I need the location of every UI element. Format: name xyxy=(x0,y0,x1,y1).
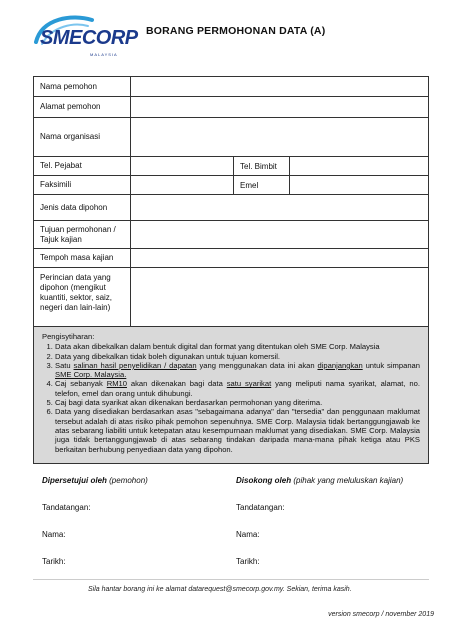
field-nama-pemohon[interactable] xyxy=(131,77,429,97)
field-faksimili[interactable] xyxy=(131,176,234,195)
declaration-list xyxy=(42,342,420,454)
approver-signature-block xyxy=(236,476,436,584)
declaration-item: 2. Data yang dibekalkan tidak boleh digunakan untuk tujuan komersil. xyxy=(55,352,420,361)
approver-signature-title: Disokong oleh xyxy=(236,476,292,485)
declaration-item: 1. Data akan dibekalkan dalam bentuk digital dan format yang ditentukan oleh SME Corp. Malaysia xyxy=(55,342,420,351)
declaration-item xyxy=(55,361,420,380)
application-form-table xyxy=(33,76,429,330)
field-tempoh[interactable] xyxy=(131,249,429,268)
approver-name-field[interactable]: Nama: xyxy=(236,530,260,539)
label-emel: Emel xyxy=(234,176,290,195)
declaration-text: akan dikenakan bagi data xyxy=(126,379,227,389)
declaration-item: 5. Caj bagi data syarikat akan dikenakan berdasarkan permohonan yang diterima. xyxy=(55,398,420,407)
label-nama-pemohon: Nama pemohon xyxy=(34,77,131,97)
label-alamat-pemohon: Alamat pemohon xyxy=(34,97,131,118)
field-emel[interactable] xyxy=(290,176,429,195)
declaration-text: yang menggunakan data ini akan xyxy=(196,360,318,370)
field-nama-organisasi[interactable] xyxy=(131,118,429,157)
declaration-box xyxy=(33,326,429,464)
field-jenis-data[interactable] xyxy=(131,195,429,221)
label-faksimili: Faksimili xyxy=(34,176,131,195)
form-row-perincian xyxy=(34,268,429,330)
footer-divider xyxy=(33,579,429,580)
form-row-nama xyxy=(34,77,429,97)
declaration-text: Caj sebanyak xyxy=(55,379,107,389)
field-perincian[interactable] xyxy=(131,268,429,330)
declaration-item xyxy=(55,379,420,398)
smecorp-logo xyxy=(32,12,140,58)
declaration-heading: Pengisytiharan: xyxy=(42,332,95,341)
label-nama-organisasi: Nama organisasi xyxy=(34,118,131,157)
declaration-text: Satu xyxy=(55,360,74,370)
approver-signature-heading xyxy=(236,476,436,485)
applicant-signature-title: Dipersetujui oleh xyxy=(42,476,107,485)
form-row-jenis xyxy=(34,195,429,221)
approver-date-field[interactable]: Tarikh: xyxy=(236,557,260,566)
declaration-underlined-text: SME Corp. Malaysia. xyxy=(55,370,127,380)
applicant-signature-field[interactable]: Tandatangan: xyxy=(42,503,91,512)
applicant-date-field[interactable]: Tarikh: xyxy=(42,557,66,566)
field-tel-pejabat[interactable] xyxy=(131,157,234,176)
submission-note: Sila hantar borang ini ke alamat datarequest@smecorp.gov.my. Sekian, terima kasih. xyxy=(88,586,352,593)
field-alamat-pemohon[interactable] xyxy=(131,97,429,118)
label-perincian: Perincian data yang dipohon (mengikut kuantiti, sektor, saiz, negeri dan lain-lain) xyxy=(34,268,131,330)
applicant-signature-note: (pemohon) xyxy=(106,476,148,485)
logo-sub-text: MALAYSIA xyxy=(90,52,118,57)
declaration-underlined-text: salinan hasil penyelidikan / dapatan xyxy=(73,360,197,370)
form-row-tempoh xyxy=(34,249,429,268)
form-row-faks-emel xyxy=(34,176,429,195)
version-label: version smecorp / november 2019 xyxy=(328,611,434,618)
declaration-underlined-text: dipanjangkan xyxy=(317,360,363,370)
declaration-text: yang meliputi nama syarikat, alamat, no. telefon, emel dan orang untuk dihubungi. xyxy=(55,379,420,398)
logo-main-text: SMECORP xyxy=(40,27,138,49)
declaration-item: 6. Data yang disediakan berdasarkan asas "sebagaimana adanya" dan "tersedia" dan penggunaan maklumat tersebut adalah di atas risiko pihak pemohon sepenuhnya. SME Corp. Malaysia tidak bertanggungjawab ke atas sebarang liabiliti untuk ketepatan atau kesempurnaan maklumat yang disediakan. SME Corp. Malaysia juga tidak bertanggungjawab di atas sebarang tindakan daripada mana-mana pihak ketiga atau PKS berkaitan berhubung penyediaan data yang dipohon. xyxy=(55,407,420,453)
label-tel-pejabat: Tel. Pejabat xyxy=(34,157,131,176)
page-title: BORANG PERMOHONAN DATA (A) xyxy=(146,25,326,37)
form-row-organisasi xyxy=(34,118,429,157)
field-tel-bimbit[interactable] xyxy=(290,157,429,176)
label-tempoh: Tempoh masa kajian xyxy=(34,249,131,268)
form-row-tujuan xyxy=(34,221,429,249)
label-tujuan: Tujuan permohonan / Tajuk kajian xyxy=(34,221,131,249)
applicant-signature-heading xyxy=(42,476,232,485)
document-header xyxy=(0,0,474,70)
form-row-telefon xyxy=(34,157,429,176)
applicant-name-field[interactable]: Nama: xyxy=(42,530,66,539)
label-tel-bimbit: Tel. Bimbit xyxy=(234,157,290,176)
form-row-alamat xyxy=(34,97,429,118)
declaration-underlined-text: RM10 xyxy=(106,379,127,389)
label-jenis-data: Jenis data dipohon xyxy=(34,195,131,221)
field-tujuan[interactable] xyxy=(131,221,429,249)
approver-signature-field[interactable]: Tandatangan: xyxy=(236,503,285,512)
declaration-text: untuk simpanan xyxy=(362,360,420,370)
declaration-underlined-text: satu syarikat xyxy=(226,379,272,389)
applicant-signature-block xyxy=(42,476,232,584)
approver-signature-note: (pihak yang meluluskan kajian) xyxy=(291,476,404,485)
